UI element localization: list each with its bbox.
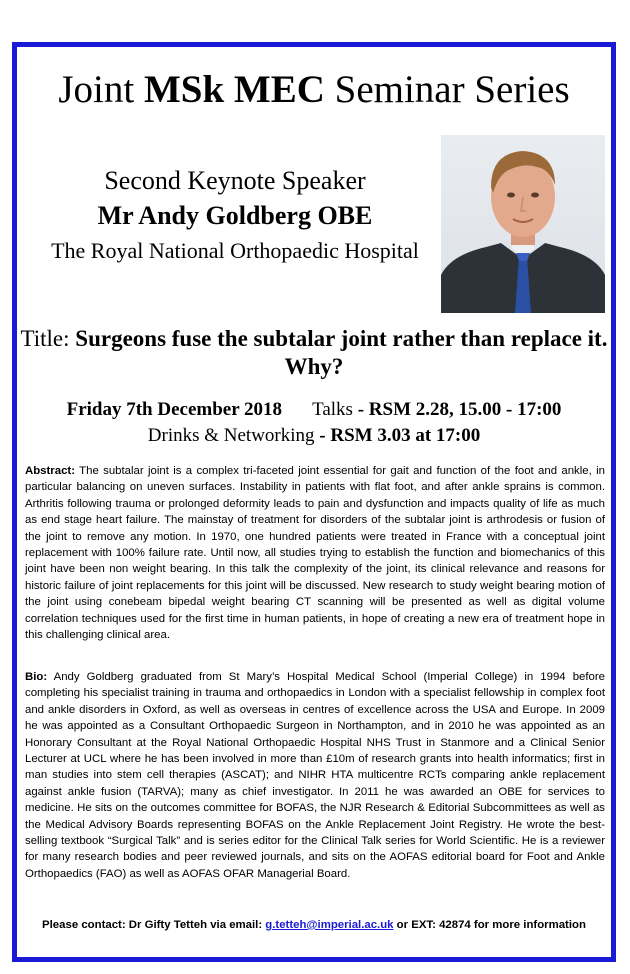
poster-frame	[12, 42, 616, 962]
abstract-paragraph	[25, 463, 605, 643]
contact-suffix: or EXT: 42874 for more information	[393, 919, 586, 931]
title-suffix: Seminar Series	[324, 68, 570, 111]
talks-label: Talks	[312, 399, 353, 420]
talk-title	[17, 325, 611, 381]
bio-paragraph	[25, 669, 605, 882]
schedule-line-talks	[17, 399, 611, 421]
abstract-label: Abstract:	[25, 465, 76, 477]
contact-email-link[interactable]: g.tetteh@imperial.ac.uk	[265, 919, 394, 931]
drinks-label: Drinks & Networking	[147, 425, 315, 446]
poster-title	[17, 67, 611, 112]
talk-title-prefix: Title:	[20, 326, 76, 351]
talks-detail: - RSM 2.28, 15.00 - 17:00	[352, 399, 562, 420]
abstract-text: The subtalar joint is a complex tri-faceted joint essential for gait and function of the foot and ankle, in particular balancing on uneven surfaces. Instability in patients with flat foot, and after ankle sprains is common. Arthritis following trauma or prolonged deformity leads to pain and dysfunction and impacts quality of life as much as end stage heart failure. The mainstay of treatment for disorders of the subtalar joint is arthrodesis or fusion of the joint to remove any motion. In 1970, one hundred patients were treated in France with a conceptual joint replacement with 100% failure rate. Until now, all studies trying to establish the function and biomechanics of this joint have been non weight bearing. In this talk the complexity of the joint, its clinical relevance and reasons for historic failure of joint replacements for this joint will be discussed. New research to study weight bearing motion of the joint using conebeam bipedal weight bearing CT scanning will be presented as well as digital volume correlation techniques used for the first time in human patients, in hope of creating a new era of treatment hope in this challenging clinical area.	[25, 465, 605, 642]
speaker-name: Mr Andy Goldberg OBE	[97, 201, 373, 230]
speaker-photo	[441, 135, 605, 313]
title-bold: MSk MEC	[143, 68, 325, 111]
speaker-portrait-image	[441, 135, 605, 313]
speaker-institution: The Royal National Orthopaedic Hospital	[51, 238, 419, 263]
speaker-kicker: Second Keynote Speaker	[104, 166, 366, 195]
bio-text: Andy Goldberg graduated from St Mary’s Hospital Medical School (Imperial College) in 1994 before completing his specialist training in trauma and orthopaedics in London with a specialist fellowship in complex foot and ankle disorders in Oxford, as well as overseas in centres of excellence across the USA and Europe. In 2009 he was appointed as a Consultant Orthopaedic Surgeon in Northampton, and in 2010 he was appointed as an Honorary Consultant at the Royal National Orthopaedic Hospital NHS Trust in Stanmore and a Clinical Senior Lecturer at UCL where he has been involved in more than £10m of research grants into health informatics; first in man studies into stem cell therapies (ASCAT); and NIHR HTA multicentre RCTs comparing ankle replacement against ankle fusion (TARVA); many as chief investigator. In 2011 he was awarded an OBE for services to medicine. He sits on the outcomes committee for BOFAS, the NJR Research & Editorial Subcommittees as well as the Medical Advisory Boards representing BOFAS on the Ankle Replacement Joint Registry. He wrote the best-selling textbook “Surgical Talk” and is series editor for the Clinical Talk series for World Scientific. He is a reviewer for many research bodies and peer reviewed journals, and sits on the AOFAS editorial board for Foot and Ankle Orthopaedics (FAO) as well as AOFAS OFAR Managerial Board.	[25, 671, 605, 880]
contact-line	[17, 919, 611, 931]
contact-prefix: Please contact: Dr Gifty Tetteh via email:	[42, 919, 266, 931]
speaker-block	[25, 165, 445, 266]
schedule-line-drinks	[17, 425, 611, 447]
drinks-detail: - RSM 3.03 at 17:00	[314, 425, 481, 446]
event-date: Friday 7th December 2018	[66, 399, 283, 420]
title-prefix: Joint	[58, 68, 144, 111]
talk-title-bold: Surgeons fuse the subtalar joint rather than replace it. Why?	[75, 326, 608, 379]
bio-label: Bio:	[25, 671, 48, 683]
